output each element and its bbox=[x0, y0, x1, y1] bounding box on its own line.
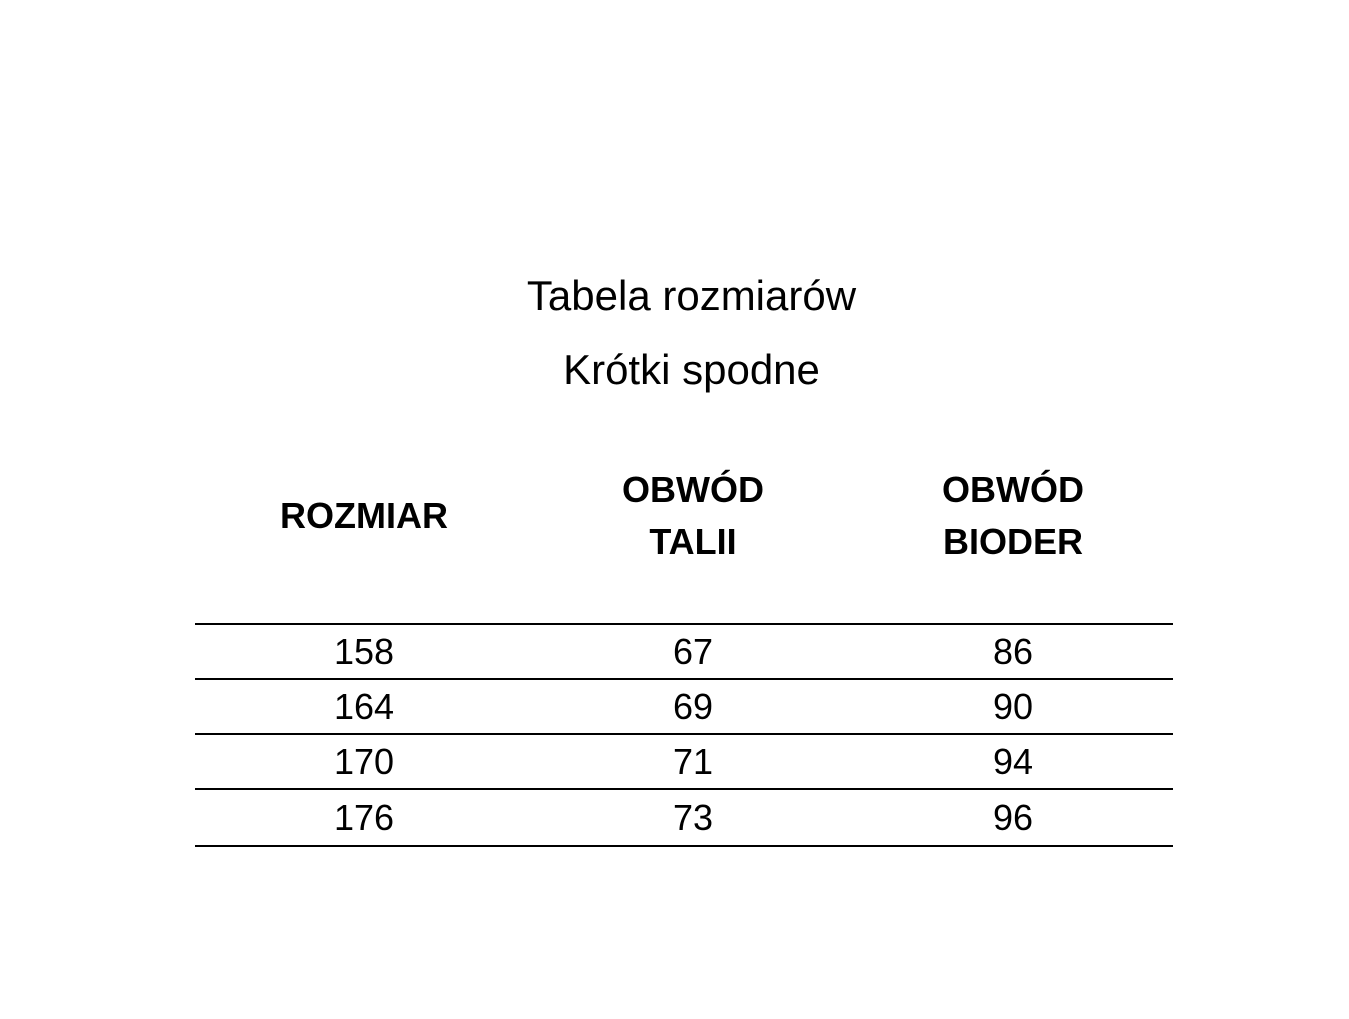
header-size-label: ROZMIAR bbox=[280, 495, 448, 536]
table-row bbox=[195, 624, 1173, 679]
cell-size: 164 bbox=[195, 679, 533, 734]
header-hips-line1: OBWÓD bbox=[942, 469, 1084, 510]
cell-waist: 71 bbox=[533, 734, 853, 789]
cell-waist: 73 bbox=[533, 789, 853, 846]
cell-waist: 69 bbox=[533, 679, 853, 734]
column-header-waist bbox=[533, 460, 853, 624]
table-header-row bbox=[195, 460, 1173, 624]
table-row bbox=[195, 679, 1173, 734]
header-waist-line2: TALII bbox=[649, 521, 737, 562]
column-header-size bbox=[195, 460, 533, 624]
header-hips-line2: BIODER bbox=[942, 521, 1083, 562]
cell-size: 170 bbox=[195, 734, 533, 789]
table-row bbox=[195, 734, 1173, 789]
cell-hips: 96 bbox=[853, 789, 1173, 846]
page-subtitle: Krótki spodne bbox=[563, 346, 820, 393]
size-table bbox=[195, 460, 1173, 847]
cell-hips: 94 bbox=[853, 734, 1173, 789]
column-header-hips bbox=[853, 460, 1173, 624]
header-waist-line1: OBWÓD bbox=[622, 469, 764, 510]
table-row bbox=[195, 789, 1173, 846]
cell-hips: 86 bbox=[853, 624, 1173, 679]
page-title: Tabela rozmiarów bbox=[526, 272, 857, 319]
cell-waist: 67 bbox=[533, 624, 853, 679]
cell-hips: 90 bbox=[853, 679, 1173, 734]
cell-size: 158 bbox=[195, 624, 533, 679]
size-table-container bbox=[195, 460, 1173, 847]
cell-size: 176 bbox=[195, 789, 533, 846]
